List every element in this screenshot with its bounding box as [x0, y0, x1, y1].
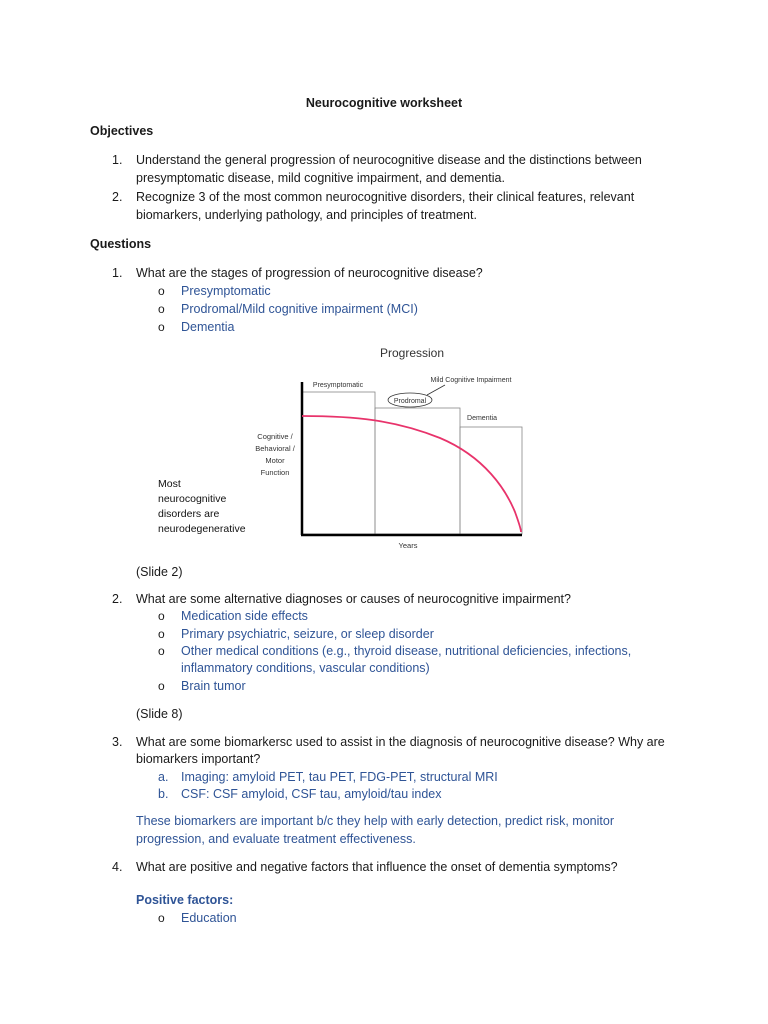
answer-note-line: These biomarkers are important b/c they help with early detection, predict risk, monitor — [136, 814, 614, 828]
question-number: 4. — [112, 860, 123, 874]
question-number: 3. — [112, 735, 123, 749]
progression-figure — [140, 340, 540, 555]
answer-note-line: progression, and evaluate treatment effectiveness. — [136, 832, 416, 846]
objective-text-line: biomarkers, underlying pathology, and principles of treatment. — [136, 208, 477, 222]
question-number: 2. — [112, 592, 123, 606]
answer-item: Brain tumor — [181, 679, 246, 693]
answer-item: Presymptomatic — [181, 284, 271, 298]
answer-item: Other medical conditions (e.g., thyroid disease, nutritional deficiencies, infections, — [181, 644, 632, 658]
objective-number: 2. — [112, 190, 123, 204]
objective-number: 1. — [112, 153, 123, 167]
side-note-line: Most — [158, 478, 181, 490]
question-text-line: biomarkers important? — [136, 752, 261, 766]
answer-item: Dementia — [181, 320, 235, 334]
question-text-line: What are some biomarkersc used to assist in the diagnosis of neurocognitive disease? Why are — [136, 735, 665, 749]
x-axis-label: Years — [398, 541, 418, 550]
y-axis-label-line: Function — [260, 468, 290, 477]
answer-item: Imaging: amyloid PET, tau PET, FDG-PET, structural MRI — [181, 770, 498, 784]
bullet-marker: o — [158, 302, 165, 316]
answer-item: Prodromal/Mild cognitive impairment (MCI) — [181, 302, 418, 316]
answer-item: CSF: CSF amyloid, CSF tau, amyloid/tau index — [181, 787, 442, 801]
objectives-heading: Objectives — [90, 124, 154, 138]
objective-text-line: Recognize 3 of the most common neurocognitive disorders, their clinical features, relevant — [136, 190, 635, 204]
question-number: 1. — [112, 266, 123, 280]
side-note-line: disorders are — [158, 508, 220, 520]
stage-box-presymptomatic — [302, 392, 375, 534]
questions-heading: Questions — [90, 237, 152, 251]
y-axis-label-line: Behavioral / — [255, 444, 295, 453]
figure-title: Progression — [379, 346, 445, 360]
stage-label: Presymptomatic — [312, 382, 364, 389]
slide-reference: (Slide 8) — [136, 707, 183, 721]
answer-item: Primary psychiatric, seizure, or sleep disorder — [181, 627, 434, 641]
bullet-marker: o — [158, 609, 165, 623]
y-axis-label-line: Motor — [265, 456, 285, 465]
answer-item: Education — [181, 911, 237, 925]
stage-box-dementia — [460, 427, 522, 534]
question-text: What are positive and negative factors that influence the onset of dementia symptoms? — [136, 860, 618, 874]
slide-reference: (Slide 2) — [136, 565, 183, 579]
mci-callout: Mild Cognitive Impairment — [430, 377, 512, 384]
question-text: What are some alternative diagnoses or causes of neurocognitive impairment? — [136, 592, 571, 606]
question-text: What are the stages of progression of neurocognitive disease? — [136, 266, 483, 280]
bullet-marker: o — [158, 644, 165, 658]
stage-box-prodromal — [375, 408, 460, 534]
side-note-line: neurodegenerative — [158, 523, 246, 535]
answer-item: Medication side effects — [181, 609, 308, 623]
progression-curve — [302, 416, 521, 532]
positive-factors-heading: Positive factors: — [136, 893, 234, 907]
answer-marker: b. — [158, 787, 169, 801]
document-title: Neurocognitive worksheet — [305, 96, 463, 110]
stage-label: Dementia — [467, 415, 497, 422]
bullet-marker: o — [158, 679, 165, 693]
bullet-marker: o — [158, 627, 165, 641]
y-axis-label-line: Cognitive / — [257, 432, 293, 441]
side-note-line: neurocognitive — [158, 493, 227, 505]
stage-label: Prodromal — [393, 398, 427, 405]
answer-item: inflammatory conditions, vascular conditions) — [181, 661, 430, 675]
bullet-marker: o — [158, 284, 165, 298]
answer-marker: a. — [158, 770, 169, 784]
bullet-marker: o — [158, 911, 165, 925]
objective-text-line: Understand the general progression of neurocognitive disease and the distinctions between — [136, 153, 642, 167]
objective-text-line: presymptomatic disease, mild cognitive impairment, and dementia. — [136, 171, 505, 185]
bullet-marker: o — [158, 320, 165, 334]
callout-pointer — [427, 385, 445, 395]
